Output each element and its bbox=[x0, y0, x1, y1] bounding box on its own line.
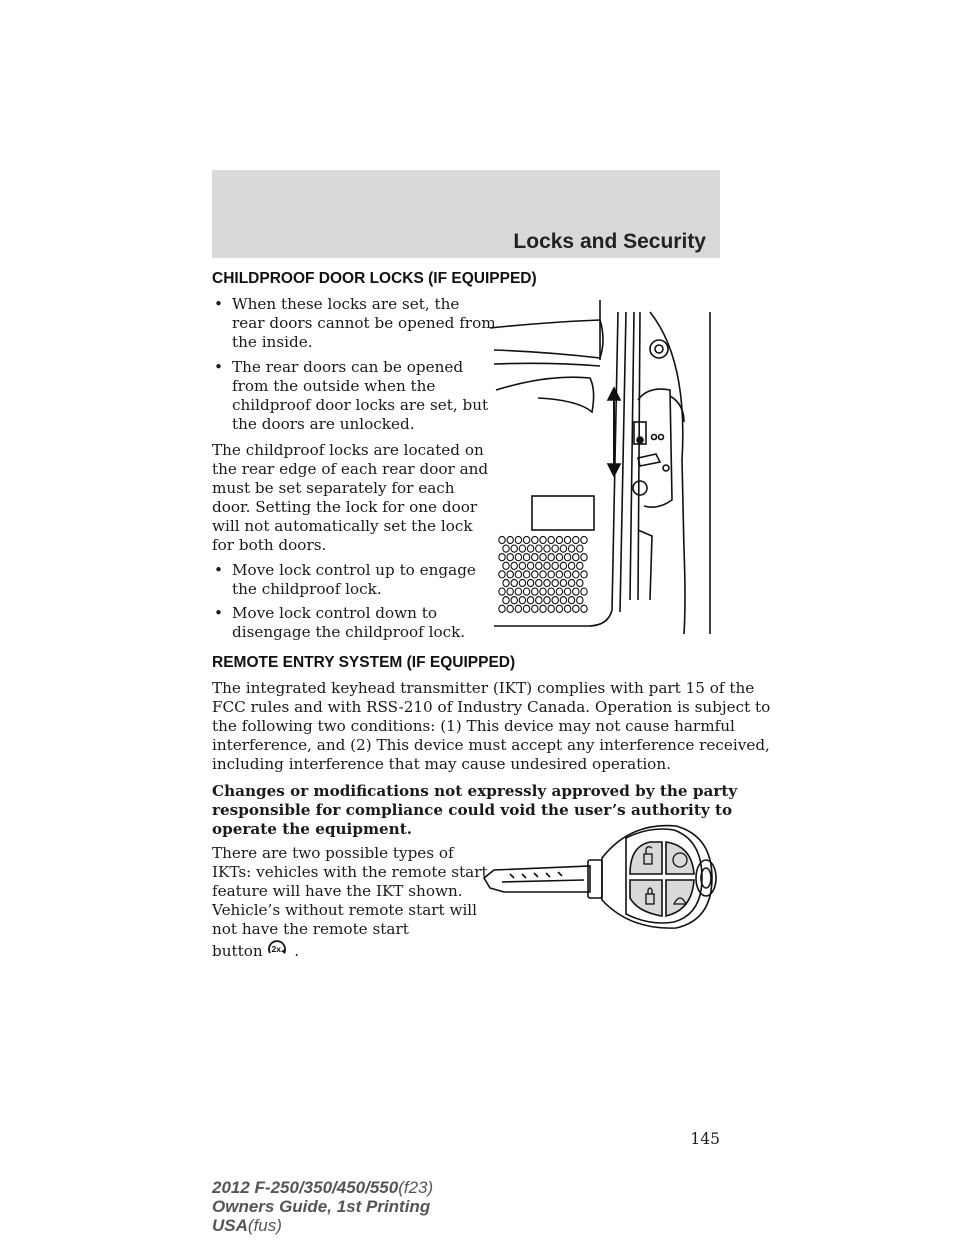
speaker-hole bbox=[577, 545, 583, 552]
text-line: must be set separately for each bbox=[212, 479, 455, 497]
speaker-hole bbox=[540, 605, 546, 612]
speaker-hole bbox=[556, 536, 562, 543]
text-line: rear doors cannot be opened from bbox=[232, 314, 496, 332]
speaker-hole bbox=[499, 588, 505, 595]
speaker-hole bbox=[507, 536, 513, 543]
speaker-hole bbox=[499, 571, 505, 578]
text-line: including interference that may cause undesired operation. bbox=[212, 755, 671, 773]
speaker-hole bbox=[573, 571, 579, 578]
speaker-hole bbox=[536, 545, 542, 552]
speaker-hole bbox=[568, 562, 574, 569]
text-line: the childproof lock. bbox=[232, 580, 382, 598]
speaker-hole bbox=[515, 571, 521, 578]
footer-model: 2012 F-250/350/450/550 bbox=[212, 1178, 399, 1197]
speaker-hole bbox=[536, 597, 542, 604]
footer bbox=[212, 1178, 433, 1235]
text-line: the following two conditions: (1) This device may not cause harmful bbox=[212, 717, 735, 735]
door-speaker-holes bbox=[499, 536, 587, 612]
section-header-band bbox=[212, 170, 720, 258]
page-number: 145 bbox=[690, 1130, 720, 1148]
speaker-hole bbox=[503, 597, 509, 604]
speaker-hole bbox=[573, 605, 579, 612]
remote-start-icon-label: 2x bbox=[271, 944, 282, 954]
speaker-hole bbox=[552, 545, 558, 552]
speaker-hole bbox=[499, 554, 505, 561]
text-line: childproof door locks are set, but bbox=[232, 396, 489, 414]
text-line: door. Setting the lock for one door bbox=[212, 498, 478, 516]
text-fragment: . bbox=[294, 942, 300, 960]
speaker-hole bbox=[507, 571, 513, 578]
speaker-hole bbox=[548, 588, 554, 595]
speaker-hole bbox=[515, 605, 521, 612]
speaker-hole bbox=[564, 571, 570, 578]
speaker-hole bbox=[503, 579, 509, 586]
speaker-hole bbox=[527, 579, 533, 586]
speaker-hole bbox=[552, 579, 558, 586]
bullet-dot: • bbox=[214, 604, 223, 622]
speaker-hole bbox=[573, 588, 579, 595]
speaker-hole bbox=[499, 536, 505, 543]
speaker-hole bbox=[552, 597, 558, 604]
text-line: for both doors. bbox=[212, 536, 327, 554]
speaker-hole bbox=[523, 588, 529, 595]
text-line: FCC rules and with RSS-210 of Industry Canada. Operation is subject to bbox=[212, 698, 771, 716]
speaker-hole bbox=[515, 536, 521, 543]
speaker-hole bbox=[532, 536, 538, 543]
text-line: disengage the childproof lock. bbox=[232, 623, 466, 641]
footer-code: (f23) bbox=[398, 1178, 434, 1197]
text-line: from the outside when the bbox=[232, 377, 436, 395]
speaker-hole bbox=[560, 545, 566, 552]
speaker-hole bbox=[511, 562, 517, 569]
speaker-hole bbox=[532, 554, 538, 561]
speaker-hole bbox=[544, 562, 550, 569]
childproof-lock-illustration bbox=[488, 300, 720, 634]
text-line: When these locks are set, the bbox=[232, 295, 460, 313]
speaker-hole bbox=[536, 579, 542, 586]
speaker-hole bbox=[581, 536, 587, 543]
remote-entry-heading: REMOTE ENTRY SYSTEM (IF EQUIPPED) bbox=[212, 654, 516, 671]
speaker-hole bbox=[519, 545, 525, 552]
speaker-hole bbox=[540, 588, 546, 595]
speaker-hole bbox=[581, 588, 587, 595]
text-line: the inside. bbox=[232, 333, 313, 351]
speaker-hole bbox=[540, 554, 546, 561]
speaker-hole bbox=[581, 571, 587, 578]
childproof-heading: CHILDPROOF DOOR LOCKS (IF EQUIPPED) bbox=[212, 270, 537, 287]
speaker-hole bbox=[527, 545, 533, 552]
text-line: the rear edge of each rear door and bbox=[212, 460, 489, 478]
speaker-hole bbox=[573, 536, 579, 543]
speaker-hole bbox=[560, 562, 566, 569]
speaker-hole bbox=[523, 605, 529, 612]
speaker-hole bbox=[519, 579, 525, 586]
speaker-hole bbox=[564, 605, 570, 612]
footer-market-code: (fus) bbox=[247, 1216, 282, 1235]
remote-entry-paragraph bbox=[212, 679, 770, 774]
speaker-hole bbox=[503, 545, 509, 552]
speaker-hole bbox=[532, 588, 538, 595]
speaker-hole bbox=[523, 536, 529, 543]
text-line: feature will have the IKT shown. bbox=[212, 882, 463, 900]
speaker-hole bbox=[515, 588, 521, 595]
text-line: There are two possible types of bbox=[212, 844, 454, 862]
speaker-hole bbox=[568, 545, 574, 552]
speaker-hole bbox=[568, 579, 574, 586]
speaker-hole bbox=[499, 605, 505, 612]
speaker-hole bbox=[564, 536, 570, 543]
speaker-hole bbox=[544, 579, 550, 586]
speaker-hole bbox=[568, 597, 574, 604]
speaker-hole bbox=[560, 579, 566, 586]
childproof-paragraph bbox=[212, 441, 488, 555]
speaker-hole bbox=[523, 571, 529, 578]
text-line: The childproof locks are located on bbox=[212, 441, 484, 459]
text-fragment: button bbox=[212, 942, 263, 960]
text-line: operate the equipment. bbox=[212, 820, 413, 838]
speaker-hole bbox=[577, 579, 583, 586]
text-line: IKTs: vehicles with the remote start bbox=[212, 863, 488, 881]
text-line: Changes or modifications not expressly approved by the party bbox=[212, 782, 738, 800]
speaker-hole bbox=[507, 605, 513, 612]
ikt-types-paragraph bbox=[212, 844, 488, 961]
footer-printing: Owners Guide, 1st Printing bbox=[212, 1197, 431, 1216]
footer-market: USA bbox=[212, 1216, 248, 1235]
bullet-dot: • bbox=[214, 561, 223, 579]
speaker-hole bbox=[548, 554, 554, 561]
speaker-hole bbox=[548, 571, 554, 578]
speaker-hole bbox=[527, 562, 533, 569]
text-line: responsible for compliance could void the user’s authority to bbox=[212, 801, 733, 819]
text-line: interference, and (2) This device must accept any interference received, bbox=[212, 736, 770, 754]
text-line: The rear doors can be opened bbox=[232, 358, 464, 376]
speaker-hole bbox=[544, 597, 550, 604]
text-line: Move lock control up to engage bbox=[232, 561, 476, 579]
speaker-hole bbox=[556, 571, 562, 578]
speaker-hole bbox=[556, 554, 562, 561]
speaker-hole bbox=[519, 597, 525, 604]
speaker-hole bbox=[556, 605, 562, 612]
speaker-hole bbox=[511, 545, 517, 552]
speaker-hole bbox=[523, 554, 529, 561]
speaker-hole bbox=[573, 554, 579, 561]
speaker-hole bbox=[564, 588, 570, 595]
speaker-hole bbox=[548, 536, 554, 543]
speaker-hole bbox=[519, 562, 525, 569]
speaker-hole bbox=[577, 597, 583, 604]
bullet-dot: • bbox=[214, 295, 223, 313]
speaker-hole bbox=[527, 597, 533, 604]
text-line: The integrated keyhead transmitter (IKT) complies with part 15 of the bbox=[212, 679, 755, 697]
speaker-hole bbox=[532, 571, 538, 578]
section-title: Locks and Security bbox=[513, 230, 706, 253]
remote-start-icon bbox=[267, 939, 289, 959]
speaker-hole bbox=[515, 554, 521, 561]
speaker-hole bbox=[577, 562, 583, 569]
speaker-hole bbox=[540, 571, 546, 578]
text-line: Move lock control down to bbox=[232, 604, 437, 622]
speaker-hole bbox=[544, 545, 550, 552]
text-line: will not automatically set the lock bbox=[212, 517, 473, 535]
speaker-hole bbox=[581, 605, 587, 612]
speaker-hole bbox=[556, 588, 562, 595]
speaker-hole bbox=[507, 588, 513, 595]
speaker-hole bbox=[548, 605, 554, 612]
speaker-hole bbox=[511, 597, 517, 604]
speaker-hole bbox=[540, 536, 546, 543]
text-line: Vehicle’s without remote start will bbox=[212, 901, 478, 919]
speaker-hole bbox=[564, 554, 570, 561]
speaker-hole bbox=[536, 562, 542, 569]
text-line: the doors are unlocked. bbox=[232, 415, 415, 433]
speaker-hole bbox=[503, 562, 509, 569]
speaker-hole bbox=[581, 554, 587, 561]
speaker-hole bbox=[532, 605, 538, 612]
speaker-hole bbox=[552, 562, 558, 569]
speaker-hole bbox=[507, 554, 513, 561]
speaker-hole bbox=[560, 597, 566, 604]
key-fob-illustration bbox=[480, 812, 720, 930]
speaker-hole bbox=[511, 579, 517, 586]
bullet-dot: • bbox=[214, 358, 223, 376]
text-line: not have the remote start bbox=[212, 920, 409, 938]
